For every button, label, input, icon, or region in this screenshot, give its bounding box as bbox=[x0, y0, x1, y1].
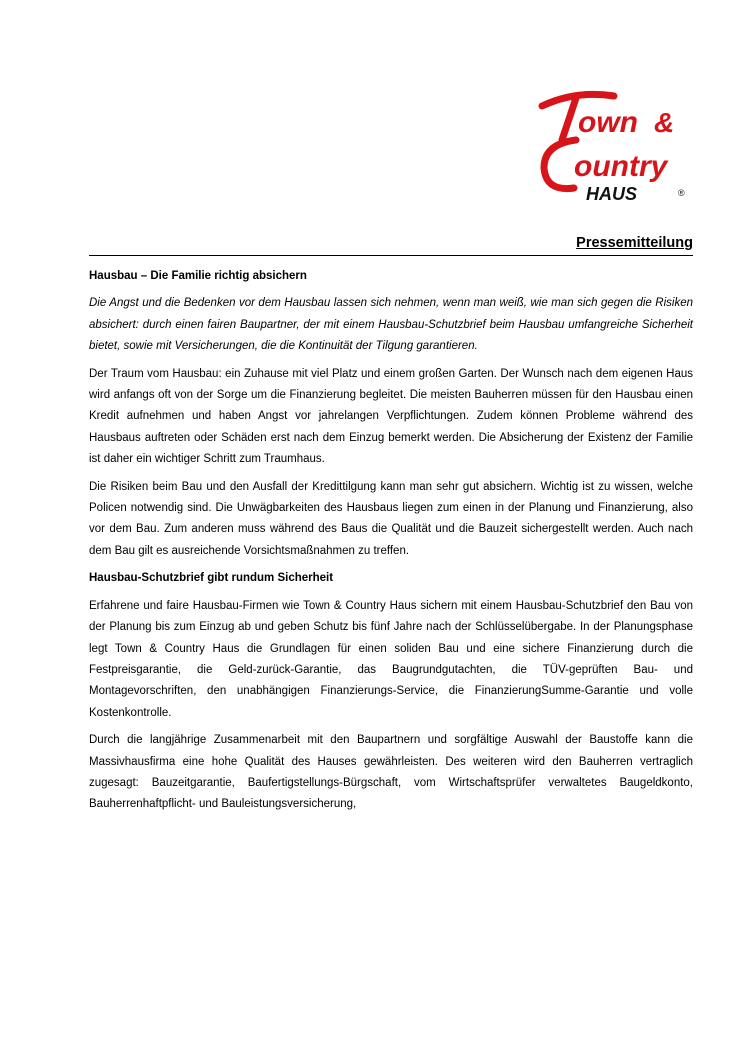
logo-own: own bbox=[578, 106, 638, 139]
paragraph-1: Der Traum vom Hausbau: ein Zuhause mit viel Platz und einem großen Garten. Der Wunsch nach dem eigenen Haus wird anfangs oft von der Sorge um die Finanzierung begleitet. Die meisten Bauherren müssen für den Hausbau einen Kredit aufnehmen und haben Angst vor jahrelangen Verpflichtungen. Zudem können Probleme während des Hausbaus auftreten oder Schäden erst nach dem Einzug bemerkt werden. Die Absicherung der Existenz der Familie ist daher ein wichtiger Schritt zum Traumhaus. bbox=[89, 367, 693, 466]
logo-ountry: ountry bbox=[574, 150, 668, 183]
press-release-body bbox=[89, 266, 693, 822]
header-divider bbox=[89, 255, 693, 256]
article-lead: Die Angst und die Bedenken vor dem Hausbau lassen sich nehmen, wenn man weiß, wie man sich gegen die Risiken absichert: durch einen fairen Baupartner, der mit einem Hausbau-Schutzbrief beim Hausbau umfangreiche Sicherheit bietet, sowie mit Versicherungen, die die Kontinuität der Tilgung garantieren. bbox=[89, 297, 693, 353]
paragraph-3: Erfahrene und faire Hausbau-Firmen wie Town & Country Haus sichern mit einem Hausbau-Schutzbrief den Bau von der Planung bis zum Einzug ab und geben Schutz bis fünf Jahre nach der Schlüsselübergabe. In der Planungsphase legt Town & Country Haus die Grundlagen für einen soliden Bau und eine sichere Finanzierung durch die Festpreisgarantie, die Geld-zurück-Garantie, das Baugrundgutachten, die TÜV-geprüften Bau- und Montagevorschriften, den unabhängigen Finanzierungs-Service, die FinanzierungSumme-Garantie und volle Kostenkontrolle. bbox=[89, 599, 693, 719]
logo-haus: HAUS bbox=[586, 184, 638, 204]
logo-ampersand: & bbox=[654, 107, 675, 138]
logo-graphic bbox=[536, 88, 696, 208]
paragraph-2: Die Risiken beim Bau und den Ausfall der Kredittilgung kann man sehr gut absichern. Wichtig ist zu wissen, welche Policen notwendig sind. Die Unwägbarkeiten des Hausbaus liegen zum einen in der Planung und Finanzierung, also vor dem Bau. Zum anderen muss während des Baus die Qualität und die Bauzeit sichergestellt werden. Auch nach dem Bau gilt es ausreichende Vorsichtsmaßnahmen zu treffen. bbox=[89, 480, 693, 557]
document-type-heading: Pressemitteilung bbox=[576, 235, 693, 251]
section-subtitle: Hausbau-Schutzbrief gibt rundum Sicherheit bbox=[89, 572, 334, 585]
paragraph-4: Durch die langjährige Zusammenarbeit mit den Baupartnern und sorgfältige Auswahl der Baustoffe kann die Massivhausfirma eine hohe Qualität des Hauses gewährleisten. Des weiteren wird den Bauherren vertraglich zugesagt: Bauzeitgarantie, Baufertigstellungs-Bürgschaft, vom Wirtschaftsprüfer verwaltetes Baugeldkonto, Bauherrenhaftpflicht- und Bauleistungsversicherung, bbox=[89, 734, 693, 811]
town-country-haus-logo bbox=[536, 88, 696, 208]
article-title: Hausbau – Die Familie richtig absichern bbox=[89, 270, 307, 282]
logo-registered: ® bbox=[678, 188, 685, 198]
